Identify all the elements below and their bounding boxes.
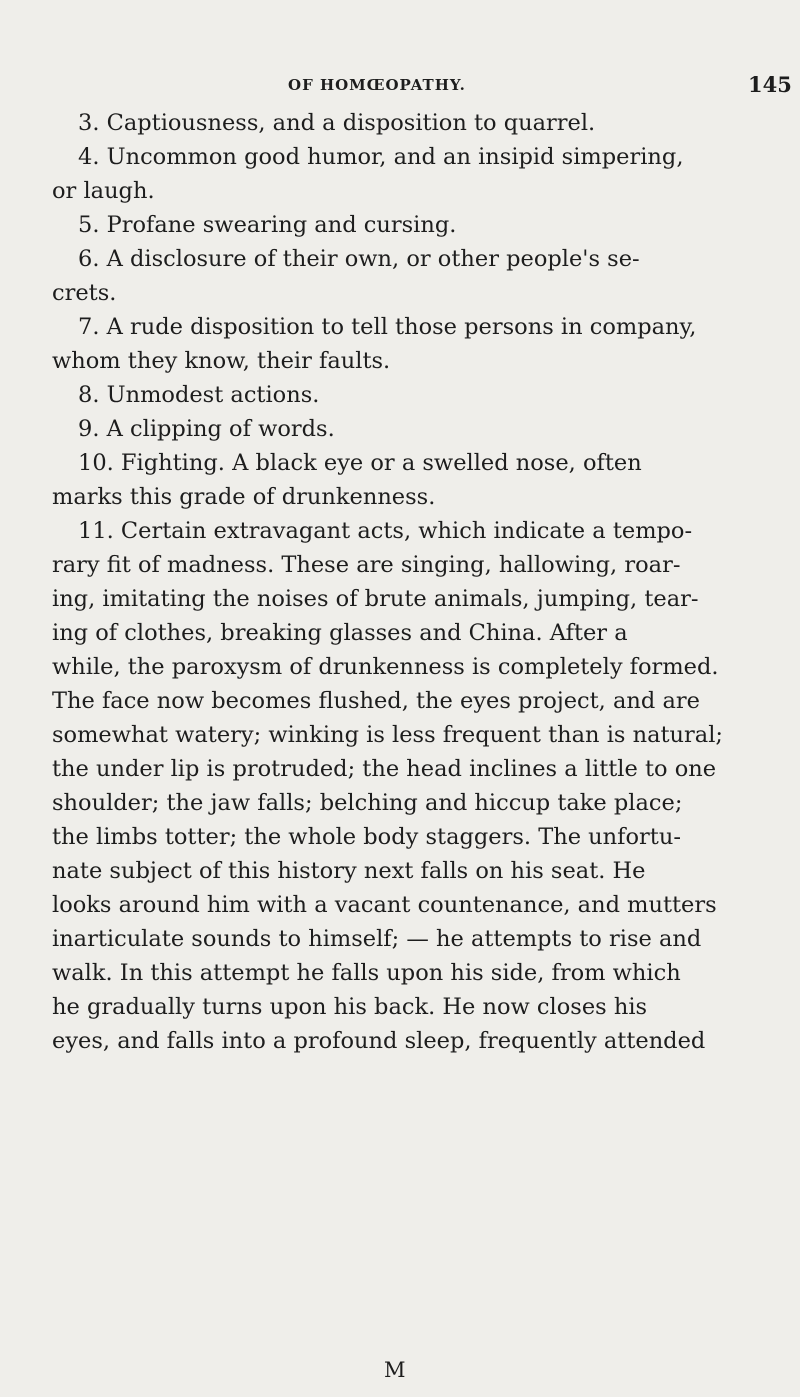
running-header <box>0 72 800 106</box>
list-item-5: 5. Profane swearing and cursing. <box>78 212 457 238</box>
list-item-6-cont: crets. <box>52 280 117 306</box>
text-line: he gradually turns upon his back. He now closes his <box>52 994 648 1020</box>
list-item-3: 3. Captiousness, and a disposition to quarrel. <box>78 110 596 136</box>
list-item-7-cont: whom they know, their faults. <box>52 348 391 374</box>
text-line: while, the paroxysm of drunkenness is completely formed. <box>52 654 719 680</box>
list-item-10-cont: marks this grade of drunkenness. <box>52 484 436 510</box>
list-item-6: 6. A disclosure of their own, or other people's se- <box>78 246 640 272</box>
text-line: eyes, and falls into a profound sleep, frequently attended <box>52 1028 706 1054</box>
header-title: OF HOMŒOPATHY. <box>288 76 466 94</box>
list-item-10: 10. Fighting. A black eye or a swelled nose, often <box>78 450 642 476</box>
page-number: 145 <box>748 72 792 97</box>
list-item-8: 8. Unmodest actions. <box>78 382 320 408</box>
text-line: shoulder; the jaw falls; belching and hiccup take place; <box>52 790 683 816</box>
list-item-7: 7. A rude disposition to tell those persons in company, <box>78 314 697 340</box>
text-line: ing of clothes, breaking glasses and China. After a <box>52 620 628 646</box>
list-item-11: 11. Certain extravagant acts, which indicate a tempo- <box>78 518 693 544</box>
text-line: ing, imitating the noises of brute animals, jumping, tear- <box>52 586 699 612</box>
text-line: The face now becomes flushed, the eyes project, and are <box>52 688 700 714</box>
list-item-4-cont: or laugh. <box>52 178 155 204</box>
text-line: rary fit of madness. These are singing, hallowing, roar- <box>52 552 681 578</box>
text-line: walk. In this attempt he falls upon his side, from which <box>52 960 681 986</box>
text-line: the limbs totter; the whole body staggers. The unfortu- <box>52 824 681 850</box>
list-item-4: 4. Uncommon good humor, and an insipid simpering, <box>78 144 684 170</box>
signature-mark: M <box>384 1358 406 1382</box>
text-line: inarticulate sounds to himself; — he attempts to rise and <box>52 926 702 952</box>
text-line: the under lip is protruded; the head inclines a little to one <box>52 756 717 782</box>
text-line: somewhat watery; winking is less frequent than is natural; <box>52 722 723 748</box>
list-item-9: 9. A clipping of words. <box>78 416 335 442</box>
text-line: looks around him with a vacant countenance, and mutters <box>52 892 717 918</box>
text-line: nate subject of this history next falls on his seat. He <box>52 858 646 884</box>
